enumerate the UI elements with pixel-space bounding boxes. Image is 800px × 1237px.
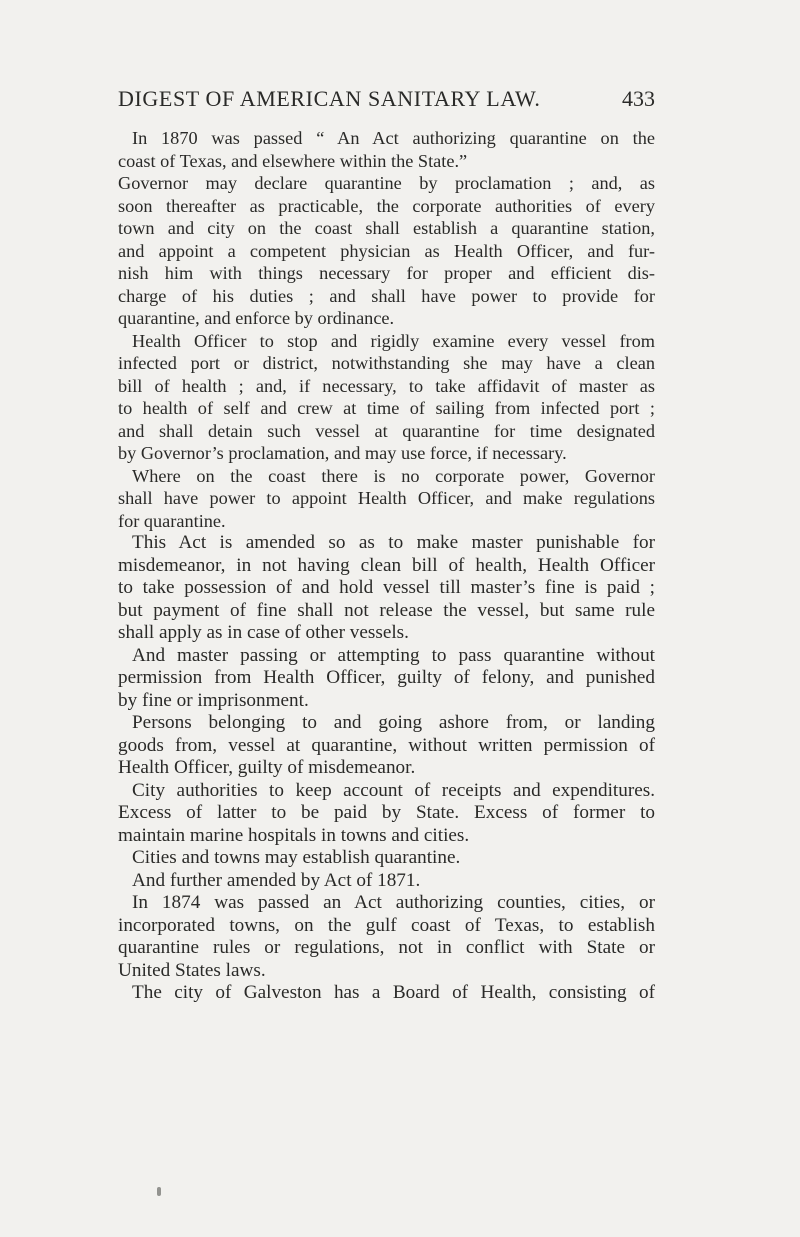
- text-line: In 1874 was passed an Act authorizing counties, cities, or: [132, 892, 655, 913]
- text-line: Health Officer, guilty of misdemeanor.: [118, 757, 416, 778]
- text-line: shall apply as in case of other vessels.: [118, 622, 409, 643]
- text-line: Cities and towns may establish quarantine.: [132, 847, 461, 868]
- page-number: 433: [622, 86, 655, 111]
- text-line: Governor may declare quarantine by proclamation ; and, as: [118, 173, 655, 193]
- text-line: And further amended by Act of 1871.: [132, 869, 421, 891]
- text-line: charge of his duties ; and shall have power to provide for: [118, 285, 655, 306]
- text-line: bill of health ; and, if necessary, to take affidavit of master as: [118, 375, 655, 396]
- text-line: City authorities to keep account of receipts and expenditures.: [132, 779, 655, 801]
- text-line: and shall detain such vessel at quarantine for time designated: [118, 420, 655, 441]
- text-line: but payment of fine shall not release the vessel, but same rule: [118, 599, 655, 621]
- text-line: for quarantine.: [118, 510, 226, 531]
- text-line: misdemeanor, in not having clean bill of health, Health Officer: [118, 554, 655, 576]
- text-line: coast of Texas, and elsewhere within the State.”: [118, 150, 468, 171]
- text-line: Excess of latter to be paid by State. Excess of former to: [118, 802, 655, 823]
- text-line: nish him with things necessary for proper and efficient dis-: [118, 263, 655, 283]
- text-line: quarantine rules or regulations, not in conflict with State or: [118, 937, 655, 958]
- text-line: goods from, vessel at quarantine, without written permission of: [118, 734, 655, 756]
- text-line: quarantine, and enforce by ordinance.: [118, 308, 395, 328]
- text-line: town and city on the coast shall establish a quarantine station,: [118, 218, 655, 238]
- text-line: infected port or district, notwithstanding she may have a clean: [118, 353, 655, 373]
- text-line: Persons belonging to and going ashore from, or landing: [132, 712, 655, 733]
- text-line: In 1870 was passed “ An Act authorizing quarantine on the: [132, 128, 655, 148]
- text-line: This Act is amended so as to make master punishable for: [132, 532, 655, 553]
- text-line: to take possession of and hold vessel till master’s fine is paid ;: [118, 577, 655, 598]
- ink-speck: [157, 1187, 161, 1196]
- text-line: Where on the coast there is no corporate power, Governor: [132, 465, 655, 486]
- text-line: by Governor’s proclamation, and may use force, if necessary.: [118, 443, 567, 463]
- text-line: shall have power to appoint Health Officer, and make regulations: [118, 488, 655, 508]
- text-line: The city of Galveston has a Board of Health, consisting of: [132, 982, 655, 1003]
- text-line: Health Officer to stop and rigidly examine every vessel from: [132, 330, 655, 351]
- text-line: by fine or imprisonment.: [118, 689, 309, 711]
- running-head: [118, 84, 655, 114]
- text-line: maintain marine hospitals in towns and cities.: [118, 824, 470, 846]
- text-line: incorporated towns, on the gulf coast of Texas, to establish: [118, 914, 655, 936]
- running-title: DIGEST OF AMERICAN SANITARY LAW.: [118, 86, 541, 111]
- text-line: and appoint a competent physician as Health Officer, and fur-: [118, 240, 655, 261]
- text-line: United States laws.: [118, 959, 266, 981]
- text-line: soon thereafter as practicable, the corporate authorities of every: [118, 195, 655, 216]
- text-line: And master passing or attempting to pass quarantine without: [132, 644, 655, 666]
- text-line: permission from Health Officer, guilty of felony, and punished: [118, 667, 655, 688]
- text-line: to health of self and crew at time of sailing from infected port ;: [118, 398, 655, 418]
- body-text: [118, 127, 655, 1005]
